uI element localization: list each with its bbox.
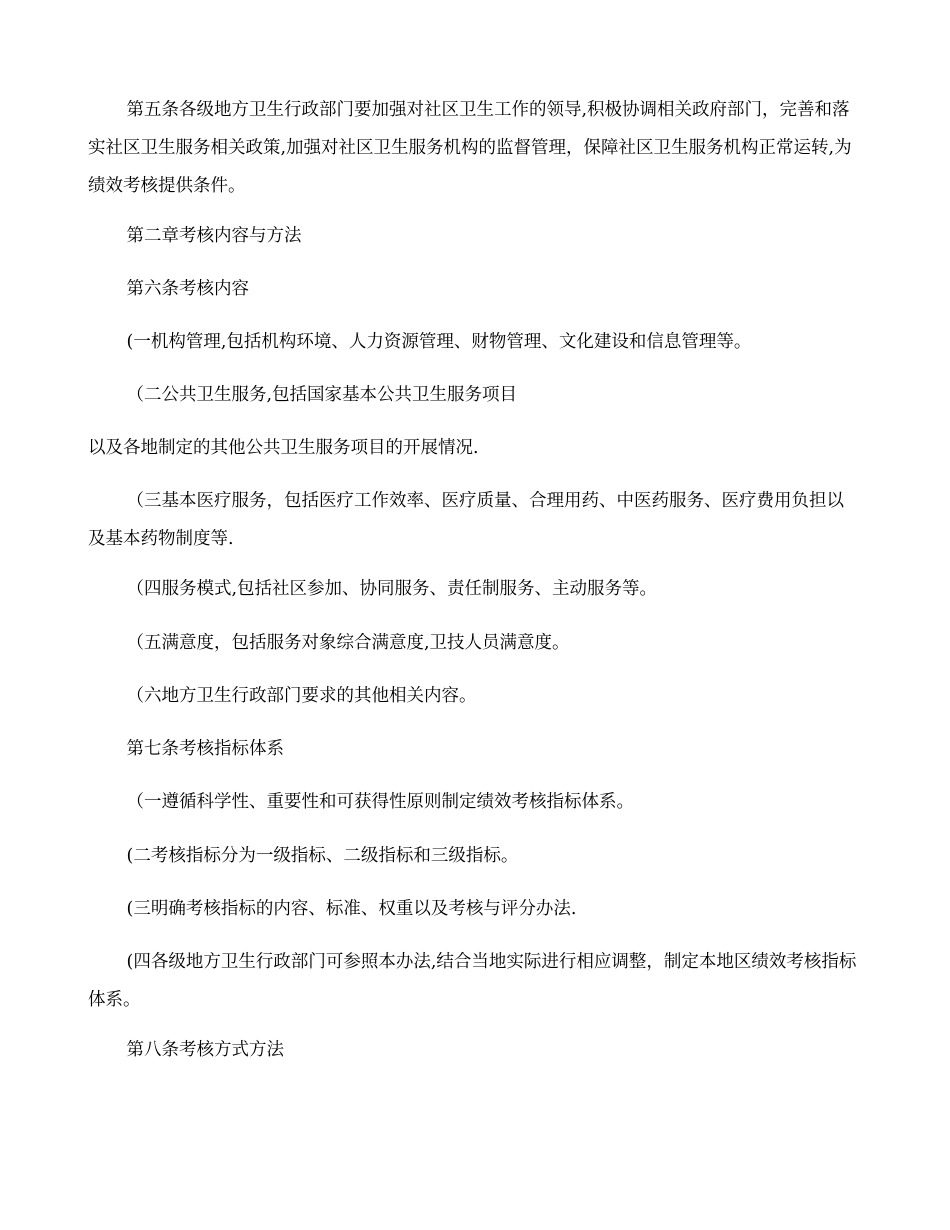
list-item-indicator-principle: （一遵循科学性、重要性和可获得性原则制定绩效考核指标体系。 xyxy=(126,792,634,812)
list-item-indicator-levels: (二考核指标分为一级指标、二级指标和三级指标。 xyxy=(126,846,519,866)
list-item-service-mode: （四服务模式,包括社区参加、协同服务、责任制服务、主动服务等。 xyxy=(126,579,658,599)
list-item-satisfaction: （五满意度，包括服务对象综合满意度,卫技人员满意度。 xyxy=(126,633,570,653)
list-item-local-adjustment: (四各级地方卫生行政部门可参照本办法,结合当地实际进行相应调整，制定本地区绩效考核指标体系。 xyxy=(88,952,857,1010)
list-item-indicator-content: (三明确考核指标的内容、标准、权重以及考核与评分办法. xyxy=(126,899,577,919)
list-item-public-health-cont: 以及各地制定的其他公共卫生服务项目的开展情况. xyxy=(88,438,479,458)
article-heading-6: 第六条考核内容 xyxy=(126,279,249,299)
list-item-public-health: （二公共卫生服务,包括国家基本公共卫生服务项目 xyxy=(126,385,518,405)
list-item-other-content: （六地方卫生行政部门要求的其他相关内容。 xyxy=(126,686,477,706)
article-heading-7: 第七条考核指标体系 xyxy=(126,739,284,759)
list-item-institution-mgmt: (一机构管理,包括机构环境、人力资源管理、财物管理、文化建设和信息管理等。 xyxy=(126,332,752,352)
chapter-heading-2: 第二章考核内容与方法 xyxy=(126,226,302,246)
paragraph-article-5: 第五条各级地方卫生行政部门要加强对社区卫生工作的领导,积极协调相关政府部门，完善和落实社区卫生服务相关政策,加强对社区卫生服务机构的监督管理，保障社区卫生服务机构正常运转,为绩效考核提供条件。 xyxy=(88,100,852,196)
article-heading-8: 第八条考核方式方法 xyxy=(126,1040,284,1060)
list-item-basic-medical: （三基本医疗服务，包括医疗工作效率、医疗质量、合理用药、中医药服务、医疗费用负担以及基本药物制度等. xyxy=(88,491,844,549)
